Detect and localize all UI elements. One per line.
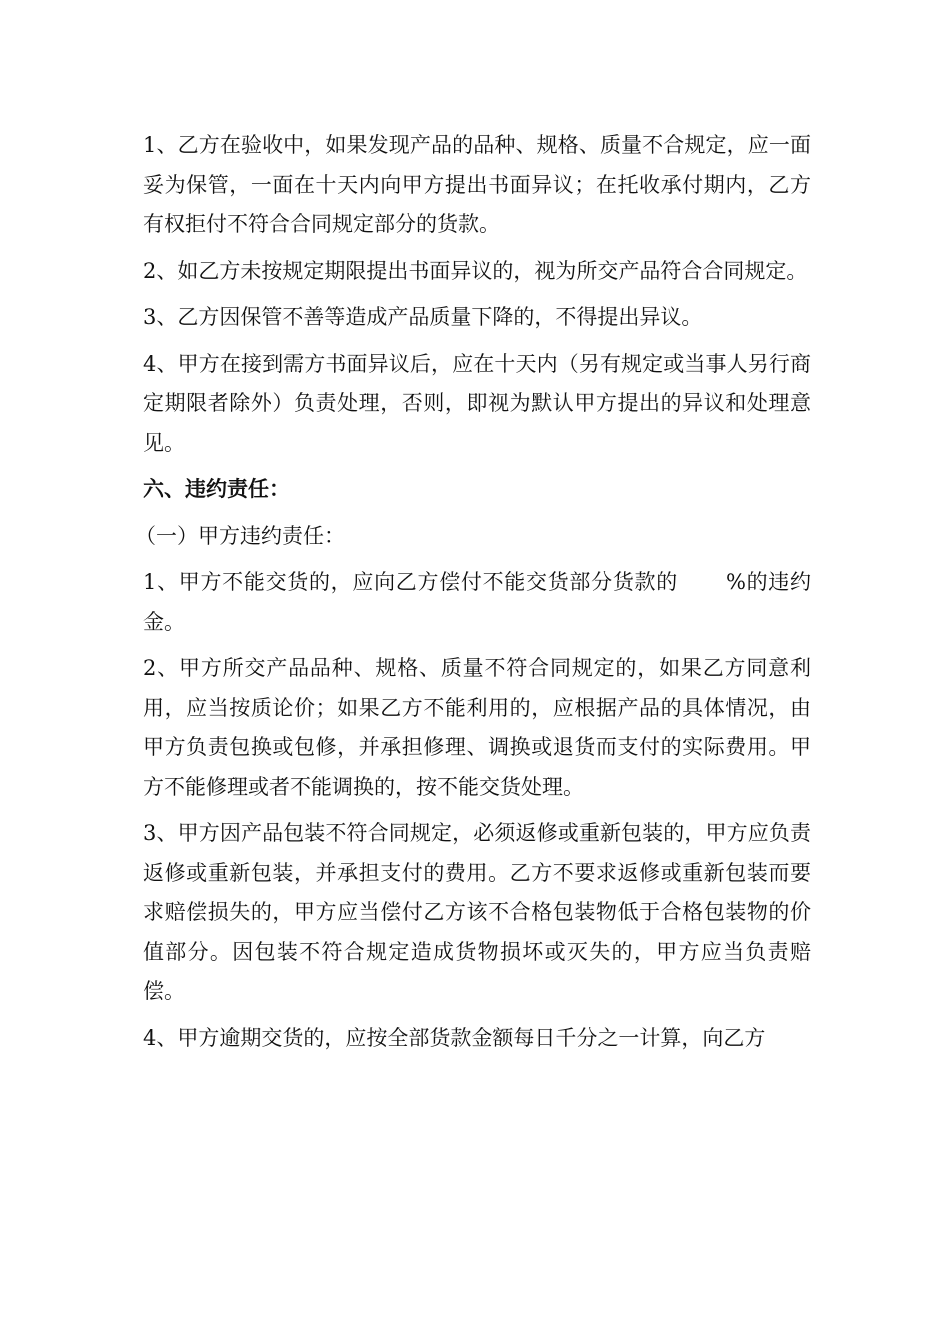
liability-item-1-after: %的违约金。 [143,570,811,634]
liability-item-1-before: 1、甲方不能交货的，应向乙方偿付不能交货部分货款的 [143,570,678,594]
liability-item-3: 3、甲方因产品包装不符合同规定，必须返修或重新包装的，甲方应负责返修或重新包装，并承担支付的费用。乙方不要求返修或重新包装而要求赔偿损失的，甲方应当偿付乙方该不合格包装物低于合格包装物的价值部分。因包装不符合规定造成货物损坏或灭失的，甲方应当负责赔偿。 [143,821,811,1003]
clause-paragraph-1: 1、乙方在验收中，如果发现产品的品种、规格、质量不合规定，应一面妥为保管，一面在十天内向甲方提出书面异议；在托收承付期内，乙方有权拒付不符合合同规定部分的货款。 [143,133,811,236]
section-heading-breach-liability: 六、违约责任： [143,477,290,501]
contract-text [135,126,811,1065]
subsection-heading-party-a: （一）甲方违约责任： [135,523,345,548]
clause-paragraph-4: 4、甲方在接到需方书面异议后，应在十天内（另有规定或当事人另行商定期限者除外）负责处理，否则，即视为默认甲方提出的异议和处理意见。 [143,351,811,455]
liability-item-1 [143,563,811,642]
clause-paragraph-3: 3、乙方因保管不善等造成产品质量下降的，不得提出异议。 [143,305,703,329]
clause-paragraph-2: 2、如乙方未按规定期限提出书面异议的，视为所交产品符合合同规定。 [143,258,808,283]
liability-item-4: 4、甲方逾期交货的，应按全部货款金额每日千分之一计算，向乙方 [143,1025,766,1050]
liability-item-2: 2、甲方所交产品品种、规格、质量不符合同规定的，如果乙方同意利用，应当按质论价；如果乙方不能利用的，应根据产品的具体情况，由甲方负责包换或包修，并承担修理、调换或退货而支付的实际费用。甲方不能修理或者不能调换的，按不能交货处理。 [143,656,811,799]
